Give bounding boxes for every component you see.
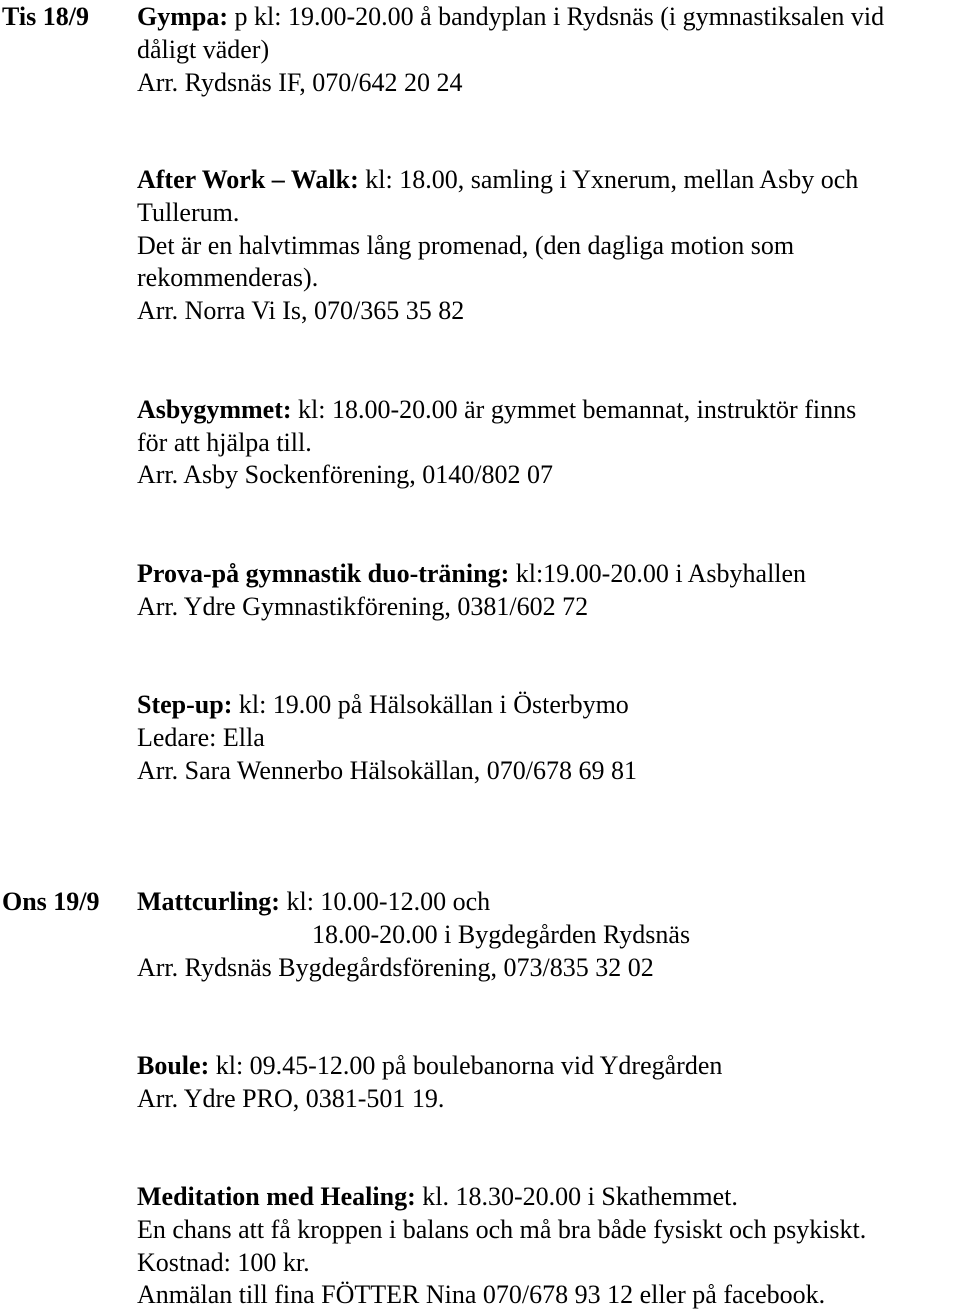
event-title-meditation: Meditation med Healing:	[137, 1182, 416, 1211]
event-asbygymmet-line-2: för att hjälpa till.	[137, 428, 312, 457]
event-boule-line-1: Boule: kl: 09.45-12.00 på boulebanorna vid Ydregården	[137, 1051, 723, 1080]
event-gympa-line-2: dåligt väder)	[137, 35, 270, 64]
event-mattcurling-line-3: Arr. Rydsnäs Bygdegårdsförening, 073/835 32 02	[137, 953, 654, 982]
event-meditation-line-2: En chans att få kroppen i balans och må bra både fysiskt och psykiskt.	[137, 1215, 867, 1244]
event-asbygymmet-line-3: Arr. Asby Sockenförening, 0140/802 07	[137, 460, 553, 489]
event-title-gympa: Gympa:	[137, 2, 228, 31]
event-title-mattcurling: Mattcurling:	[137, 887, 280, 916]
event-afterwork-line-3: Det är en halvtimmas lång promenad, (den dagliga motion som	[137, 231, 795, 260]
event-title-stepup: Step-up:	[137, 690, 233, 719]
event-asbygymmet-line-1: Asbygymmet: kl: 18.00-20.00 är gymmet bemannat, instruktör finns	[137, 395, 857, 424]
day-label-tis: Tis 18/9	[2, 2, 89, 31]
day-label-ons: Ons 19/9	[2, 887, 100, 916]
event-afterwork-line-1: After Work – Walk: kl: 18.00, samling i Yxnerum, mellan Asby och	[137, 165, 859, 194]
event-gympa-line-3: Arr. Rydsnäs IF, 070/642 20 24	[137, 68, 463, 97]
event-title-afterwork: After Work – Walk:	[137, 165, 359, 194]
event-gympa-line-1: Gympa: p kl: 19.00-20.00 å bandyplan i Rydsnäs (i gymnastiksalen vid	[137, 2, 885, 31]
event-title-provapa: Prova-på gymnastik duo-träning:	[137, 559, 510, 588]
event-afterwork-line-5: Arr. Norra Vi Is, 070/365 35 82	[137, 296, 465, 325]
event-provapa-line-2: Arr. Ydre Gymnastikförening, 0381/602 72	[137, 592, 589, 621]
event-boule-line-2: Arr. Ydre PRO, 0381-501 19.	[137, 1084, 445, 1113]
event-title-asbygymmet: Asbygymmet:	[137, 395, 292, 424]
event-stepup-line-1: Step-up: kl: 19.00 på Hälsokällan i Österbymo	[137, 690, 629, 719]
event-provapa-line-1: Prova-på gymnastik duo-träning: kl:19.00-20.00 i Asbyhallen	[137, 559, 807, 588]
event-meditation-line-3: Kostnad: 100 kr.	[137, 1248, 310, 1277]
event-stepup-line-2: Ledare: Ella	[137, 723, 265, 752]
event-stepup-line-3: Arr. Sara Wennerbo Hälsokällan, 070/678 69 81	[137, 756, 637, 785]
event-afterwork-line-4: rekommenderas).	[137, 263, 319, 292]
event-afterwork-line-2: Tullerum.	[137, 198, 240, 227]
event-meditation-line-1: Meditation med Healing: kl. 18.30-20.00 i Skathemmet.	[137, 1182, 738, 1211]
event-mattcurling-line-1: Mattcurling: kl: 10.00-12.00 och	[137, 887, 491, 916]
event-title-boule: Boule:	[137, 1051, 210, 1080]
event-mattcurling-line-2: 18.00-20.00 i Bygdegården Rydsnäs	[312, 920, 691, 949]
event-meditation-line-4: Anmälan till fina FÖTTER Nina 070/678 93 12 eller på facebook.	[137, 1280, 826, 1309]
